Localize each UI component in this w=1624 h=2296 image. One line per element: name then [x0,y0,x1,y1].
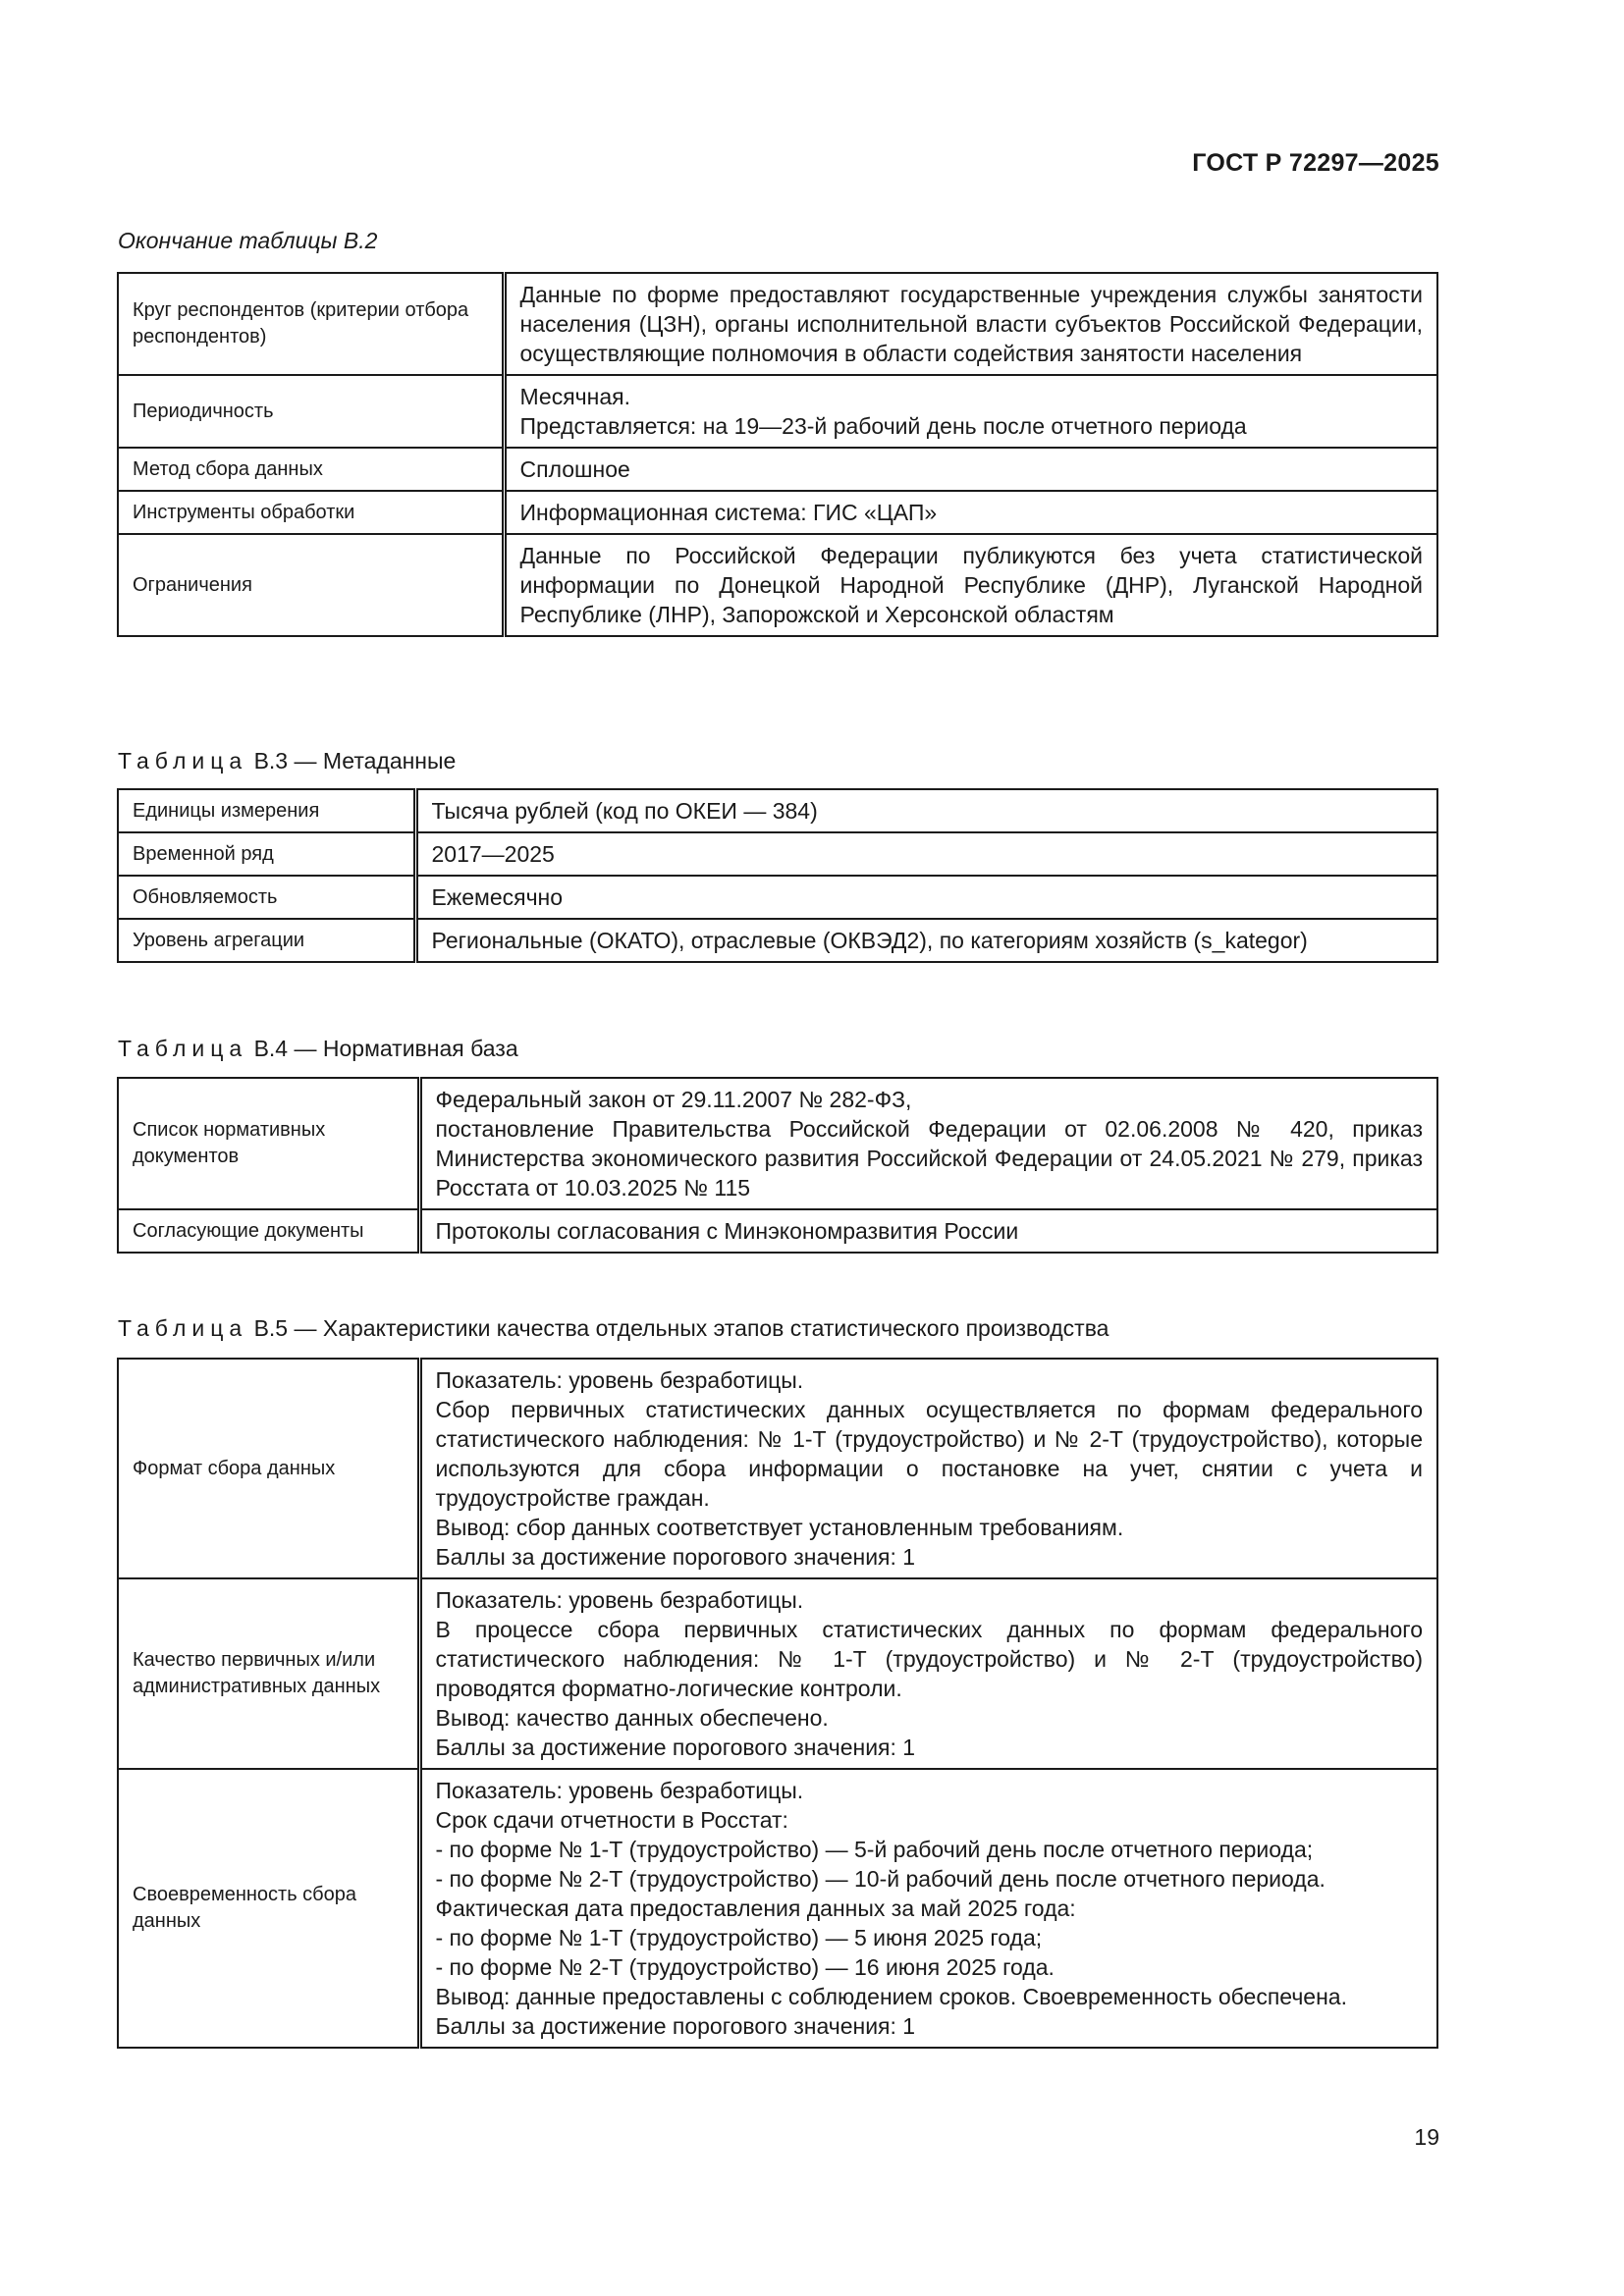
value-line: Данные по форме предоставляют государственные учреждения службы занятости населения (ЦЗН), органы исполнительной власти субъектов Российской Федерации, осуществляющие полномочия в области содействия занятости населения [519,282,1423,366]
value-line: Представляется: на 19—23-й рабочий день после отчетного периода [519,413,1247,439]
table-b4 [117,1077,1438,1254]
value-line: В процессе сбора первичных статистических данных по формам федерального статистического наблюдения: № 1-Т (трудоустройство) и № 2-Т (трудоустройство) проводятся форматно-логические контроли. [435,1617,1423,1701]
row-label: Качество первичных и/или административных данных [118,1578,419,1769]
row-value [419,1359,1437,1578]
table-caption-title: В.3 — Метаданные [247,748,457,774]
table-row [118,1769,1437,2048]
table-caption-word: Таблица [118,1315,248,1341]
value-line: Сбор первичных статистических данных осуществляется по формам федерального статистического наблюдения: № 1-Т (трудоустройство) и № 2-Т (трудоустройство), которые используются для сбора информации о постановке на учет, снятии с учета и трудоустройстве граждан. [435,1397,1423,1511]
table-row [118,273,1437,375]
table-row [118,1209,1437,1253]
row-label: Периодичность [118,375,504,448]
row-label: Временной ряд [118,832,415,876]
table-row [118,448,1437,491]
row-label: Своевременность сбора данных [118,1769,419,2048]
value-line: Ежемесячно [431,884,564,910]
value-line: Вывод: качество данных обеспечено. [435,1705,829,1731]
value-line: Протоколы согласования с Минэкономразвития России [435,1218,1019,1244]
table-row [118,876,1437,919]
value-line: Тысяча рублей (код по ОКЕИ — 384) [431,798,818,824]
row-label: Список нормативных документов [118,1078,419,1209]
table-caption-word: Таблица [118,1036,248,1061]
value-line: Показатель: уровень безработицы. [435,1778,804,1803]
value-line: Региональные (ОКАТО), отраслевые (ОКВЭД2), по категориям хозяйств (s_kategor) [431,928,1308,953]
row-value [419,1578,1437,1769]
table-caption-title: В.4 — Нормативная база [247,1036,518,1061]
value-line: постановление Правительства Российской Федерации от 02.06.2008 № 420, приказ Министерства экономического развития Российской Федерации от 24.05.2021 № 279, приказ Росстата от 10.03.2025 № 115 [435,1116,1423,1201]
table-caption-title: В.5 — Характеристики качества отдельных этапов статистического производства [247,1315,1110,1341]
value-line: 2017—2025 [431,841,555,867]
row-label: Инструменты обработки [118,491,504,534]
value-line: Сплошное [519,456,630,482]
value-line: Федеральный закон от 29.11.2007 № 282-ФЗ, [435,1087,912,1112]
table-row [118,832,1437,876]
table-b5 [117,1358,1438,2049]
row-label: Обновляемость [118,876,415,919]
row-value [415,789,1437,832]
value-line: Баллы за достижение порогового значения: 1 [435,1735,916,1760]
row-value [415,876,1437,919]
table-b5-caption [118,1315,1109,1342]
document-code: ГОСТ Р 72297—2025 [1192,149,1439,177]
value-line: Месячная. [519,384,630,409]
value-line: Показатель: уровень безработицы. [435,1367,804,1393]
row-label: Метод сбора данных [118,448,504,491]
table-b2 [117,272,1438,637]
table-b3-caption [118,748,456,774]
row-value [415,832,1437,876]
row-value [415,919,1437,962]
row-value [504,448,1437,491]
row-value [504,273,1437,375]
value-line: Вывод: данные предоставлены с соблюдением сроков. Своевременность обеспечена. [435,1984,1347,2009]
row-value [419,1209,1437,1253]
value-line: - по форме № 1-Т (трудоустройство) — 5-й рабочий день после отчетного периода; [435,1837,1314,1862]
value-line: Данные по Российской Федерации публикуются без учета статистической информации по Донецкой Народной Республике (ДНР), Луганской Народной Республике (ЛНР), Запорожской и Херсонской областям [519,543,1423,627]
table-b3 [117,788,1438,963]
row-label: Уровень агрегации [118,919,415,962]
row-value [504,375,1437,448]
table-row [118,789,1437,832]
table-b2-caption: Окончание таблицы В.2 [118,228,378,253]
table-caption-word: Таблица [118,748,248,774]
value-line: Баллы за достижение порогового значения: 1 [435,1544,916,1570]
value-line: - по форме № 1-Т (трудоустройство) — 5 июня 2025 года; [435,1925,1043,1950]
value-line: Срок сдачи отчетности в Росстат: [435,1807,788,1833]
table-row [118,1359,1437,1578]
value-line: Вывод: сбор данных соответствует установленным требованиям. [435,1515,1124,1540]
table-row [118,491,1437,534]
row-value [419,1769,1437,2048]
table-row [118,919,1437,962]
value-line: - по форме № 2-Т (трудоустройство) — 10-й рабочий день после отчетного периода. [435,1866,1326,1892]
row-label: Единицы измерения [118,789,415,832]
page-number: 19 [1414,2124,1439,2150]
row-label: Круг респондентов (критерии отбора респондентов) [118,273,504,375]
value-line: Фактическая дата предоставления данных за май 2025 года: [435,1896,1076,1921]
table-b4-caption [118,1036,518,1062]
value-line: Информационная система: ГИС «ЦАП» [519,500,938,525]
table-row [118,375,1437,448]
table-row [118,1578,1437,1769]
table-row [118,1078,1437,1209]
row-label: Ограничения [118,534,504,636]
value-line: Баллы за достижение порогового значения: 1 [435,2013,916,2039]
value-line: Показатель: уровень безработицы. [435,1587,804,1613]
row-value [504,534,1437,636]
value-line: - по форме № 2-Т (трудоустройство) — 16 июня 2025 года. [435,1954,1055,1980]
row-value [504,491,1437,534]
row-label: Согласующие документы [118,1209,419,1253]
row-label: Формат сбора данных [118,1359,419,1578]
table-row [118,534,1437,636]
row-value [419,1078,1437,1209]
